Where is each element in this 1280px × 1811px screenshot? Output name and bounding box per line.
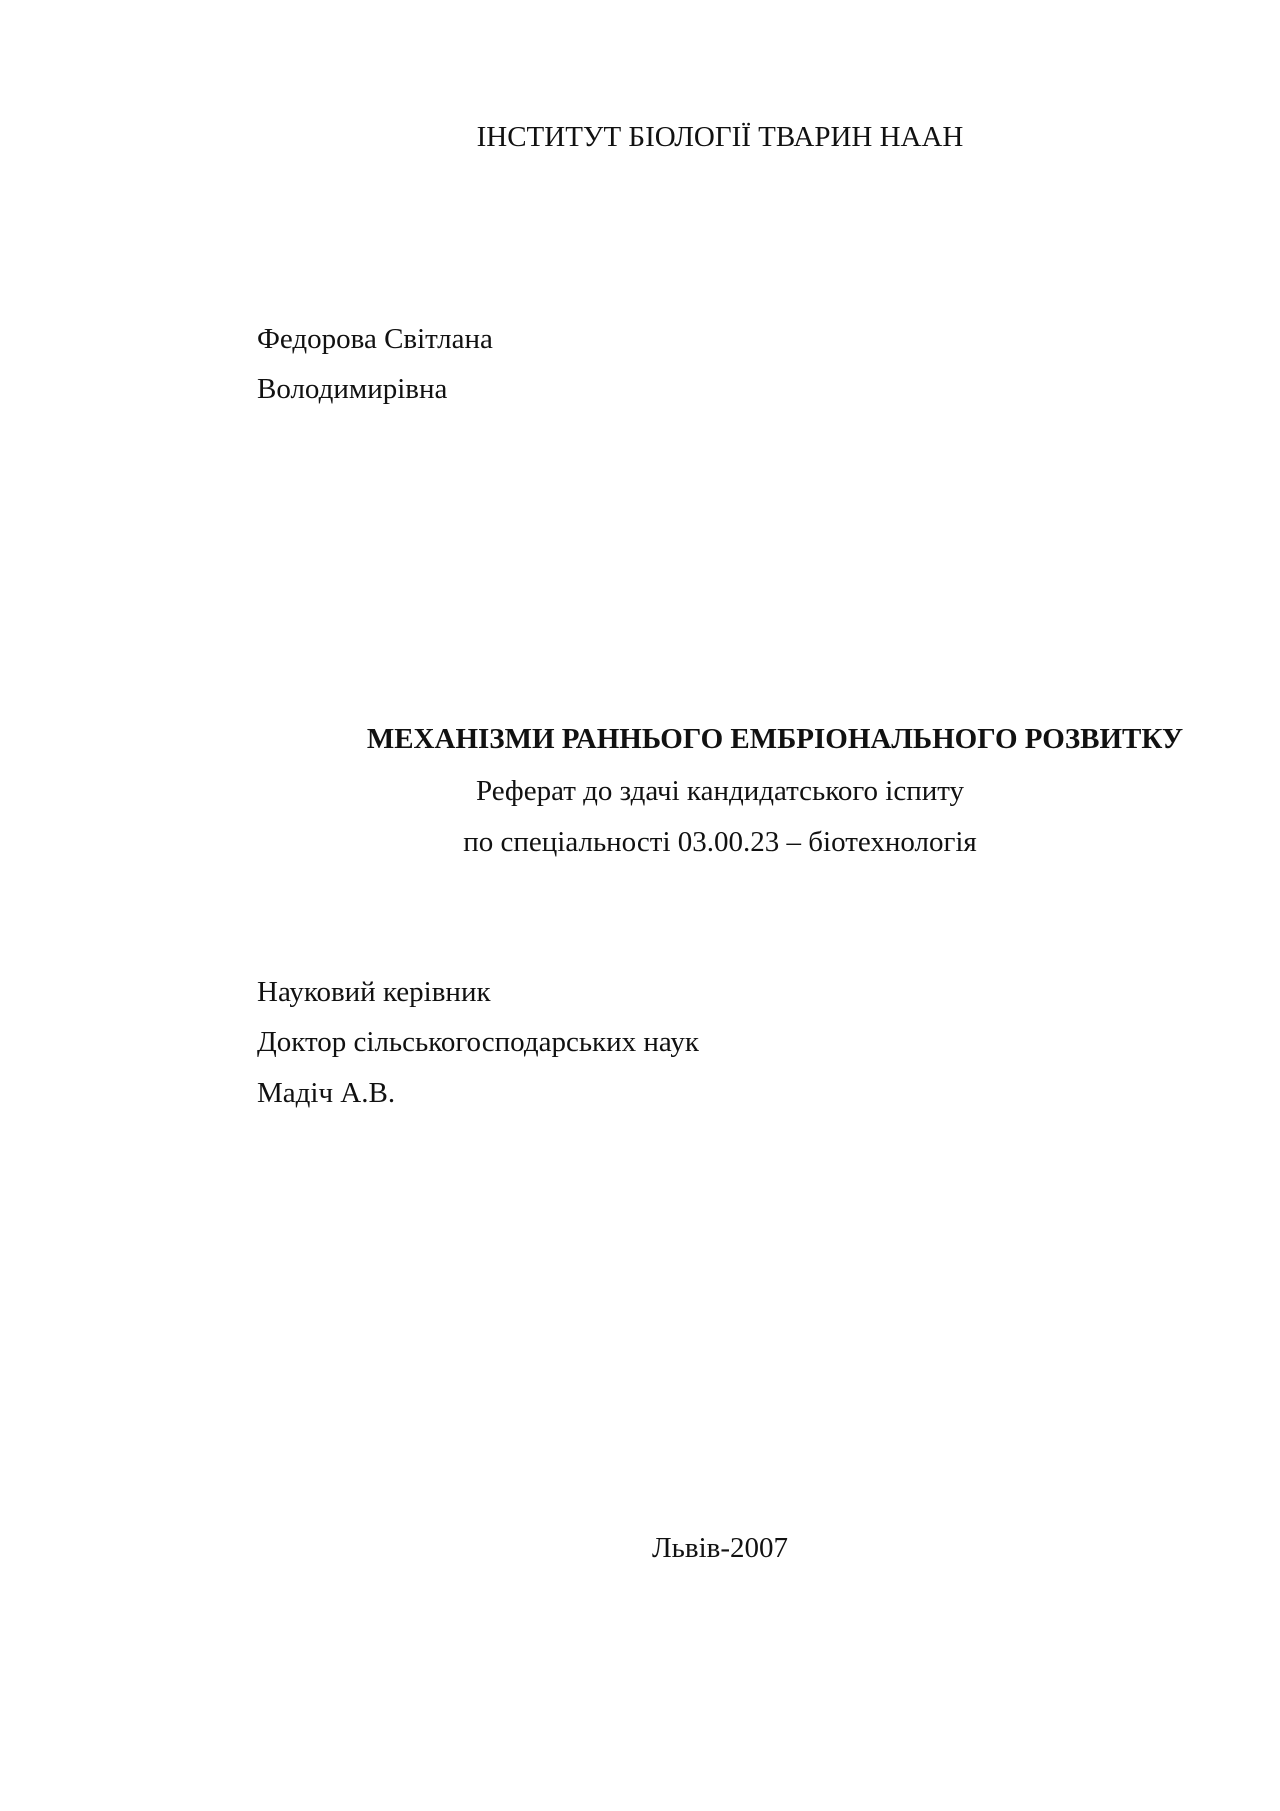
supervisor-degree: Доктор сільськогосподарських наук xyxy=(257,1026,699,1058)
supervisor-role: Науковий керівник xyxy=(257,976,491,1008)
author-name-line-2: Володимирівна xyxy=(257,373,448,405)
document-subtitle-line-2: по спеціальності 03.00.23 – біотехнологія xyxy=(463,826,977,858)
document-title: МЕХАНІЗМИ РАННЬОГО ЕМБРІОНАЛЬНОГО РОЗВИТКУ xyxy=(366,723,1184,755)
city-year: Львів-2007 xyxy=(652,1532,788,1564)
institute-name: ІНСТИТУТ БІОЛОГІЇ ТВАРИН НААН xyxy=(476,121,964,153)
document-subtitle-line-1: Реферат до здачі кандидатського іспиту xyxy=(475,775,965,807)
supervisor-name: Мадіч А.В. xyxy=(257,1077,396,1109)
author-name-line-1: Федорова Світлана xyxy=(257,323,493,355)
